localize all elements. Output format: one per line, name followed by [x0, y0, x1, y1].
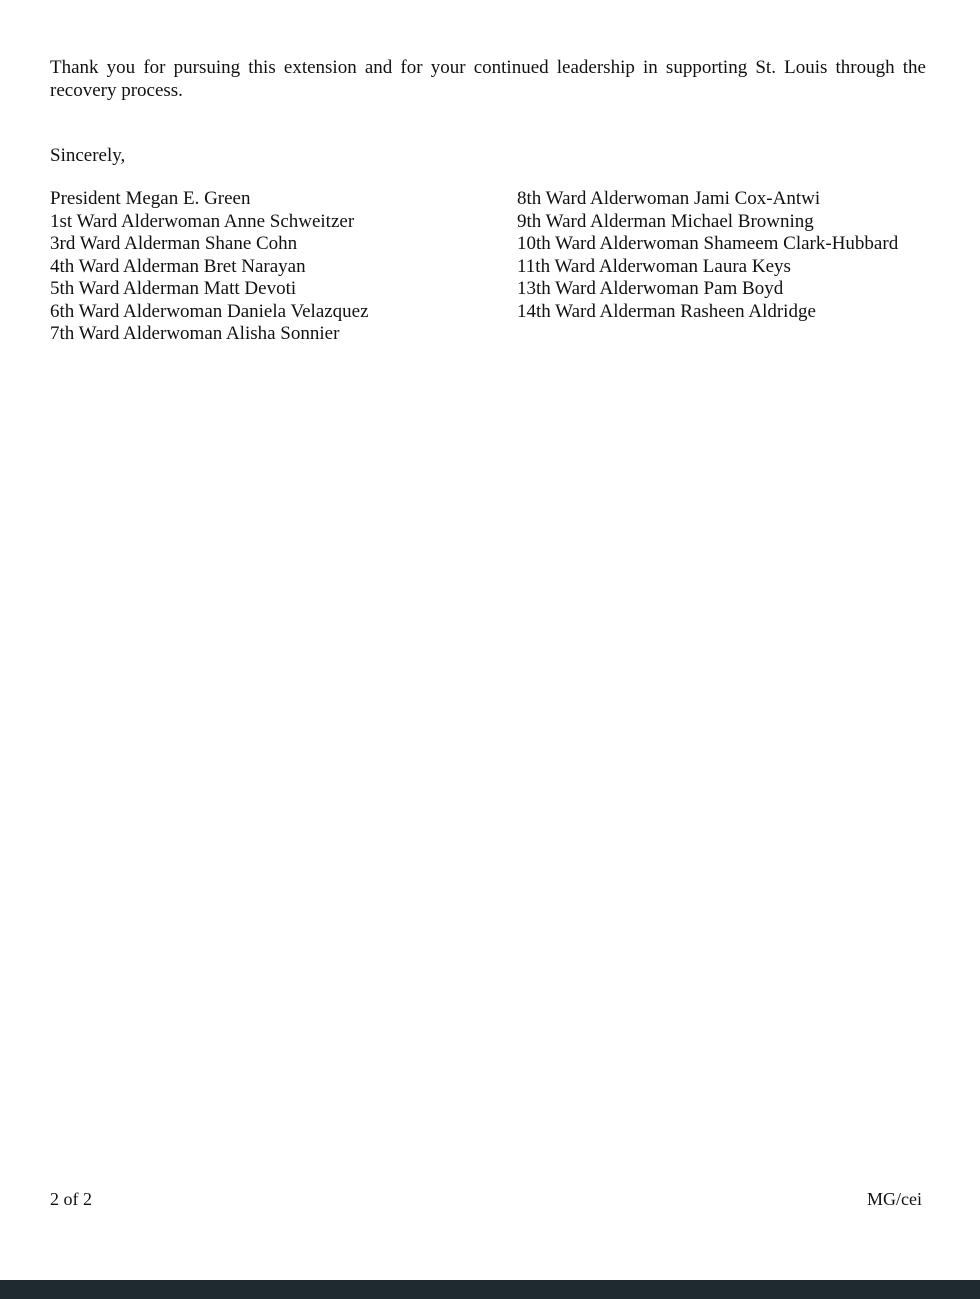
signatory-line: 4th Ward Alderman Bret Narayan — [50, 255, 306, 277]
signatory-line: 1st Ward Alderwoman Anne Schweitzer — [50, 210, 355, 232]
signatory-line: 13th Ward Alderwoman Pam Boyd — [517, 278, 784, 299]
signatory-line: 9th Ward Alderman Michael Browning — [517, 210, 814, 232]
signatory-line: 10th Ward Alderwoman Shameem Clark-Hubbard — [517, 233, 899, 254]
page-number: 2 of 2 — [50, 1189, 92, 1209]
signatories-left-column — [50, 188, 369, 346]
signatory-line: 5th Ward Alderman Matt Devoti — [50, 278, 297, 299]
signatory-line: 3rd Ward Alderman Shane Cohn — [50, 233, 298, 254]
signatory-line: 14th Ward Alderman Rasheen Aldridge — [517, 300, 816, 322]
closing-salutation: Sincerely, — [50, 145, 126, 166]
signatory-line: 8th Ward Alderwoman Jami Cox-Antwi — [517, 188, 821, 209]
signatories-right-column — [517, 188, 898, 323]
reference-initials: MG/cei — [867, 1189, 922, 1209]
signatory-line: 11th Ward Alderwoman Laura Keys — [517, 255, 791, 277]
signatory-line: 7th Ward Alderwoman Alisha Sonnier — [50, 323, 340, 344]
signatory-line: President Megan E. Green — [50, 188, 251, 209]
closing-paragraph: Thank you for pursuing this extension and for your continued leadership in supporting St. Louis through the recovery process. — [50, 57, 926, 101]
viewer-bottom-bar — [0, 1280, 980, 1299]
signatory-line: 6th Ward Alderwoman Daniela Velazquez — [50, 300, 369, 322]
